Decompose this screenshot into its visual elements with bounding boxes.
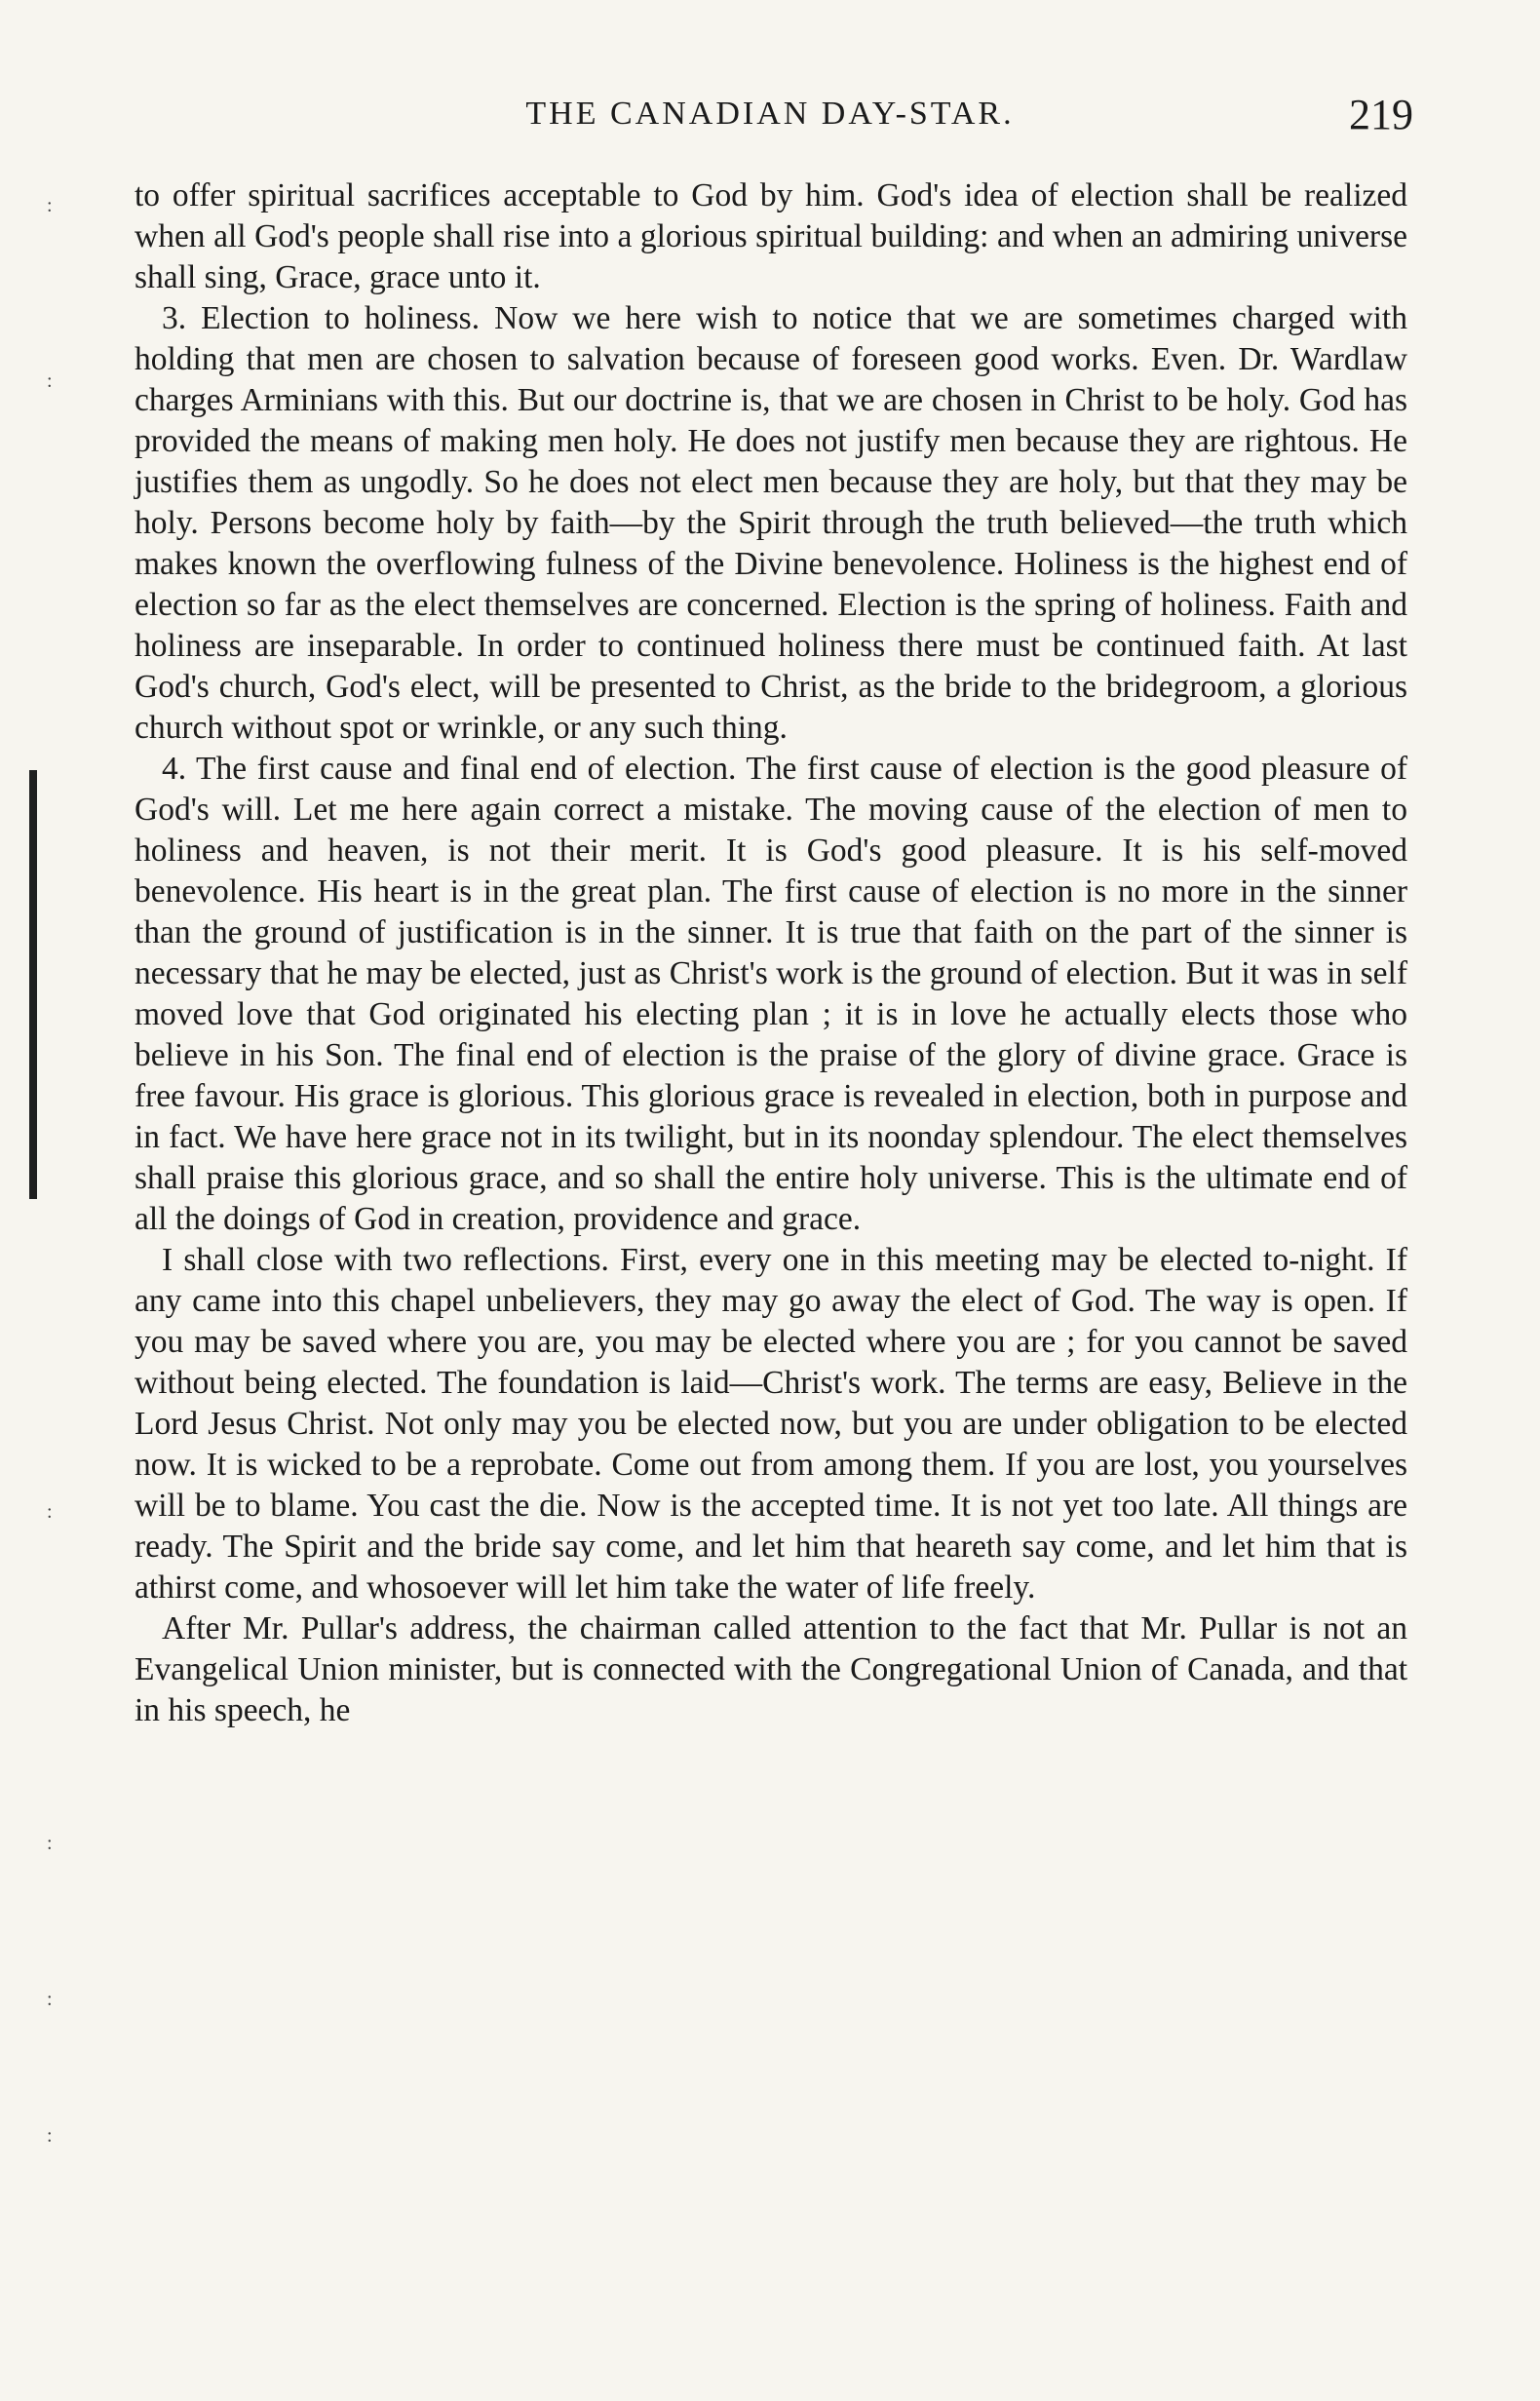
article-body — [135, 175, 1407, 1731]
margin-scan-bar — [29, 770, 37, 1199]
page-number: 219 — [1349, 91, 1413, 138]
paragraph-3: 4. The first cause and final end of election. The first cause of election is the good pleasure of God's will. Let me here again correct a mistake. The moving cause of the election of men to holiness and heaven, is not their merit. It is God's good pleasure. It is his self-moved benevolence. His heart is in the great plan. The first cause of election is no more in the sinner than the ground of justification is in the sinner. It is true that faith on the part of the sinner is necessary that he may be elected, just as Christ's work is the ground of election. But it was in self moved love that God originated his electing plan ; it is in love he actually elects those who believe in his Son. The final end of election is the praise of the glory of divine grace. Grace is free favour. His grace is glorious. This glorious grace is revealed in election, both in purpose and in fact. We have here grace not in its twilight, but in its noonday splendour. The elect themselves shall praise this glorious grace, and so shall the entire holy universe. This is the ultimate end of all the doings of God in creation, providence and grace. — [135, 751, 1407, 1237]
paragraph-4: I shall close with two reflections. First, every one in this meeting may be elected to-night. If any came into this chapel unbelievers, they may go away the elect of God. The way is open. If you may be saved where you are, you may be elected where you are ; for you cannot be saved without being elected. The foundation is laid—Christ's work. The terms are easy, Believe in the Lord Jesus Christ. Not only may you be elected now, but you are under obligation to be elected now. It is wicked to be a reprobate. Come out from among them. If you are lost, you yourselves will be to blame. You cast the die. Now is the accepted time. It is not yet too late. All things are ready. The Spirit and the bride say come, and let him that heareth say come, and let him that is athirst come, and whosoever will let him take the water of life freely. — [135, 1242, 1407, 1606]
paragraph-2: 3. Election to holiness. Now we here wish to notice that we are sometimes charged with holding that men are chosen to salvation because of foreseen good works. Even. Dr. Wardlaw charges Arminians with this. But our doctrine is, that we are chosen in Christ to be holy. God has provided the means of making men holy. He does not justify men because they are rightous. He justifies them as ungodly. So he does not elect men because they are holy, but that they may be holy. Persons become holy by faith—by the Spirit through the truth believed—the truth which makes known the overflowing fulness of the Divine benevolence. Holiness is the highest end of election so far as the elect themselves are concerned. Election is the spring of holiness. Faith and holiness are inseparable. In order to continued holiness there must be continued faith. At last God's church, God's elect, will be presented to Christ, as the bride to the bridegroom, a glorious church without spot or wrinkle, or any such thing. — [135, 300, 1407, 746]
paragraph-5: After Mr. Pullar's address, the chairman called attention to the fact that Mr. Pullar is not an Evangelical Union minister, but is connected with the Congregational Union of Canada, and that in his speech, he — [135, 1610, 1407, 1728]
margin-mark: : — [47, 1833, 53, 1854]
margin-mark: : — [47, 370, 53, 392]
margin-mark: : — [47, 195, 53, 216]
margin-mark: : — [47, 1989, 53, 2010]
margin-mark: : — [47, 2125, 53, 2147]
running-title: THE CANADIAN DAY-STAR. — [525, 96, 1015, 132]
paragraph-1: to offer spiritual sacrifices acceptable to God by him. God's idea of election shall be realized when all God's people shall rise into a glorious spiritual building: and when an admiring universe shall sing, Grace, grace unto it. — [135, 177, 1407, 295]
margin-mark: : — [47, 1501, 53, 1523]
page-header — [127, 90, 1413, 148]
